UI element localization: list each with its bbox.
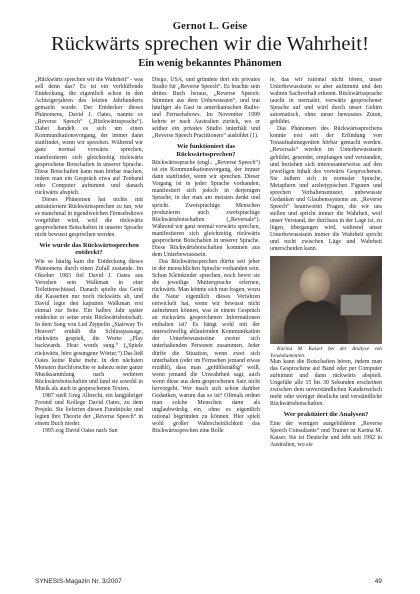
paragraph: Das Rückwärtssprechen dürfte seit jeher in der menschlichen Sprache vorhanden sein. Schon Kleinkinder sprechen, noch bevor sie die jeweilige Muttersprache erlernen, rückwärts. Man könnte sich nun fragen, wozu die Natur eigentlich dieses Verfahren entwickelt hat, wenn wir bewusst nicht aufnehmen können, was in einem Gespräch an rückwärts gesprochenen Informationen enthalten ist? Es hängt wohl mit der unterschwellig ablaufenden Kommunikation der Unterbewusstseine zweier sich unterhaltenden Personen zusammen. Jeder dürfte die Situation, wenn zwei sich unterhalten (oder im Fernsehen jemand etwas erzählt), dass man „gefühlsmäßig“ weiß, wenn jemand die Unwahrheit sagt, auch wenn diese aus dem gesprochenen Satz nicht hervorgeht. Wer mach sich schon darüber Gedanken, warum das so ist? Oftmals ordnet man solche Menschen dann als unglaubwürdig ein, ohne es eigentlich rational begründen zu können. Hier spielt wohl großer Wahrscheinlichkeit das Rückwärtssprechen eine Rolle (152, 258, 260, 435)
paragraph: Wie so häufig kam die Entdeckung dieses Phänomens durch einen Zufall zustande. Im Oktober 1983 fiel David J. Oates aus Versehen sein Walkman in eine Toilettenschüssel. Danach spielte das Gerät die Kassetten nur noch rückwärts ab, und David legte den kaputten Walkman erst einmal zur Seite. Ein halbes Jahr später entdeckte er seine erste Rückwärtsbotschaft. In dem Song von Led Zeppelin „Stairway To Heaven“ enthält die Schlusspassage, rückwärts gespielt, die Worte: „Play backwards. Hear words sung.“ („Spiele rückwärts, höre gesungene Wörter.“) Das ließ Oates keine Ruhe mehr. In den nächsten Monaten durchforschte er nahezu seine ganze Musiksammlung nach weiteren Rückwärtsbotschaften und fand sie sowohl in Musik als auch in gesprochenen Texten. (35, 258, 143, 392)
section-heading: Wie wurde das Rückwärtssprechen entdeckt? (39, 242, 139, 257)
paragraph: Dieses Phänomen hat nichts mit antrainiertem Rückwärtssprechen zu tun, wie es manchmal in irgendwelchen Fernsehshows vorgeführt wird, weil die rückwärts gesprochenen Botschaften in unserer Sprache nicht bewusst gesprochen werden. (35, 196, 143, 239)
photo-person-body (284, 300, 348, 344)
paragraph: Das Phänomen des Rückwärtssprechens konnte erst seit der Erfindung von Tonaufnahmegeräten hörbar gemacht werden. „Reversals“ werden im Unterbewusstsein gebildet, gesendet, empfangen und verstanden, und beziehen sich interessanterweise auf den jeweiligen Inhalt des vorwärts Gesprochenen. Sie äußern sich in normaler Sprache, Metaphern und archetypischen Figuren und sprechen Verhaltensmuster, unbewusste Gedanken und Glaubenssysteme an. „Reverse Speech“ beantwortet Fragen, die wir uns stellen und spricht immer die Wahrheit, weil unser Verstand, der durchaus in der Lage ist, zu lügen, übergangen wird, während unser Unterbewusstsein immer die Wahrheit spricht und nicht zwischen Lüge und Wahrheit unterscheiden kann. (270, 126, 382, 253)
section-heading: Wie funktioniert das Rückwärtssprechen? (176, 143, 236, 158)
paragraph: le, das wir rational nicht hören, unser Unterbewusstsein es aber aufnimmt und den wahren Sachverhalt erkennt. Rückwärtssprache taucht in normaler, vorwärts gesprochener Sprache auf und wird durch unser Gehirn automatisch, ohne unser bewusstes Zutun, gebildet. (270, 77, 382, 126)
page-number: 49 (374, 578, 382, 585)
article-author: Gernot L. Geise (172, 21, 248, 32)
paragraph: Diego, USA, und gründete dort ein privates Studio für „Reverse Speech“. Es brachte sein drittes Buch heraus, „Reverse Speech: Stimmen aus dem Unbewussten“, und trat häufiger als Gast in amerikanischen Radio- und Fernsehshows. Im November 1999 kehrte er nach Australien zurück, wo er seither ein privates Studio unterhält und „Reverse Speech Practitioners“ ausbildet (1). (152, 77, 260, 140)
text-column-2 (152, 77, 260, 567)
text-column-3 (270, 77, 382, 567)
paragraph: 1995 zog David Oates nach San (42, 428, 118, 435)
photo-person-head (300, 266, 330, 302)
section-heading: Wer praktiziert die Analysen? (283, 411, 369, 419)
article-subtitle: Ein wenig bekanntes Phänomen (138, 58, 282, 69)
page-footer (35, 578, 382, 585)
photo-caption: Karina M. Kaiser bei der Analyse von Tondokumenten. (270, 346, 382, 359)
paragraph: 1987 stieß Greg Albrecht, ein langjähriger Freund und Kollege David Oates, zu dem Projekt. Sie lieferten diesen Fundstücke und legten ihre Theorie der „Reverse Speech“ in einem Buch nieder. (35, 392, 143, 427)
paragraph: „Rückwärts sprechen wir die Wahrheit“ - was soll denn das? Es ist ein verblüffende Entdeckung, die eigentlich schon in den Achtzigerjahren des letzten Jahrhunderts gemacht wurde. Der Entdecker dieses Phänomens, David J. Oates, nannte es „Reverse Speech“ („Rückwärtssprache“). Dabei handelt es sich um einen Kommunikationsvorgang, der immer dann stattfindet, wenn wir sprechen. Während wir ganz normal vorwärts sprechen, manifestieren sich gleichzeitig rückwärts gesprochene Botschaften in unserer Sprache. Diese Botschaften kann man hörbar machen, indem man ein Gespräch etwa auf Tonband oder Computer aufnimmt und danach rückwärts abspielt. (35, 77, 143, 196)
article-title: Rückwärts sprechen wir die Wahrheit! (50, 33, 370, 55)
article-photo (270, 256, 382, 344)
paragraph: Eine der wenigen ausgebildeten „Reverse Speech Consultants“ und Trainer ist Karina M. Kaiser. Sie ist Deutsche und lebt seit 1992 in Australien, wo sie (270, 420, 382, 448)
paragraph: Rückwärtssprache (engl.: „Reverse Speech“) ist ein Kommunikationsvorgang, der immer dann stattfindet, wenn wir sprechen. Dieser Vorgang ist in jeder Sprache vorhanden, manifestiert sich jedoch in derjenigen Sprache, in der man am meisten denkt und spricht. Zweisprachige Menschen produzieren auch zweisprachige Rückwärtsbotschaften („Reversals“). Während wir ganz normal vorwärts sprechen, manifestieren sich gleichzeitig rückwärts gesprochene Botschaften in unserer Sprache. Diese Rückwärtsbotschaften kommen aus dem Unterbewusstsein. (152, 160, 260, 258)
paragraph: Man kann die Botschaften hören, indem man das Gesprochene auf Band oder per Computer aufnimmt und dann rückwärts abspielt. Ungefähr alle 15 bis 30 Sekunden erscheinen zwischen dem unverständlichen Kauderwelsch mehr oder weniger deutliche und verständliche Rückwärtsbotschaften. (270, 358, 382, 408)
text-column-1 (35, 77, 143, 567)
photo-audio-device (340, 294, 372, 316)
magazine-issue: SYNESIS-Magazin Nr. 3/2007 (35, 578, 122, 585)
